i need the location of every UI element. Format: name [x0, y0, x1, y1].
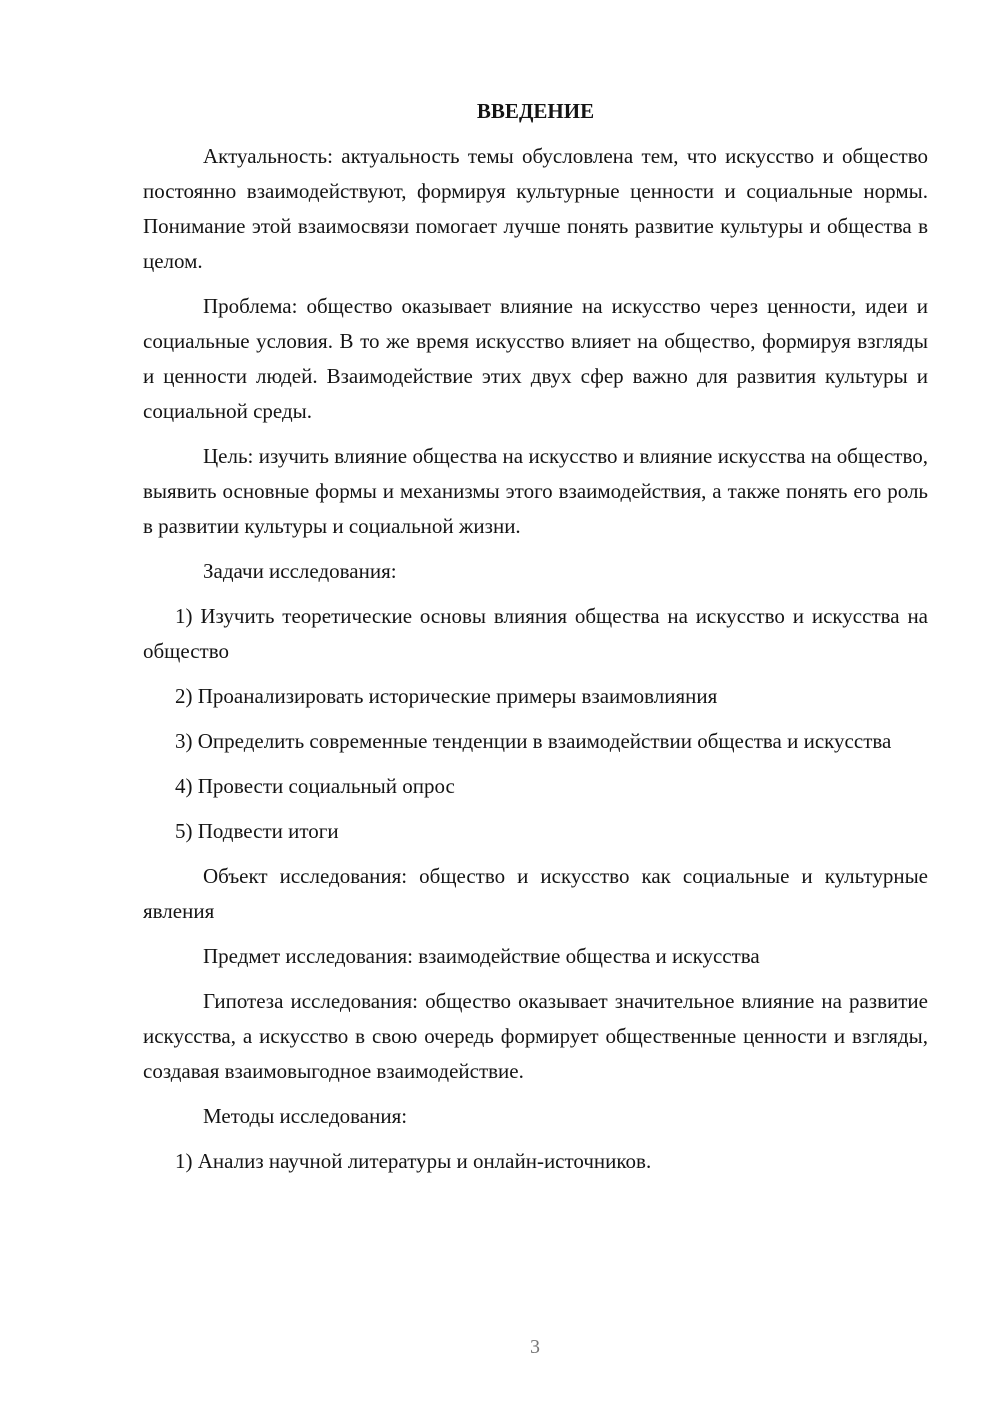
page-number: 3 — [530, 1336, 540, 1358]
object-paragraph: Объект исследования: общество и искусство как социальные и культурные явления — [143, 864, 928, 923]
problem-paragraph: Проблема: общество оказывает влияние на искусство через ценности, идеи и социальные условия. В то же время искусство влияет на общество, формируя взгляды и ценности людей. Взаимодействие этих двух сфер важно для развития культуры и социальной среды. — [143, 294, 928, 423]
methods-heading: Методы исследования: — [203, 1104, 408, 1128]
page-title: ВВЕДЕНИЕ — [476, 99, 595, 123]
hypothesis-paragraph: Гипотеза исследования: общество оказывает значительное влияние на развитие искусства, а искусство в свою очередь формирует общественные ценности и взгляды, создавая взаимовыгодное взаимодействие. — [143, 989, 928, 1083]
tasks-heading: Задачи исследования: — [203, 559, 397, 583]
task-item-4: 4) Провести социальный опрос — [175, 774, 455, 798]
task-item-3: 3) Определить современные тенденции в взаимодействии общества и искусства — [175, 729, 892, 753]
task-item-5: 5) Подвести итоги — [175, 819, 339, 843]
subject-paragraph: Предмет исследования: взаимодействие общества и искусства — [203, 944, 760, 968]
method-item-1: 1) Анализ научной литературы и онлайн-источников. — [175, 1149, 652, 1173]
goal-paragraph: Цель: изучить влияние общества на искусство и влияние искусства на общество, выявить основные формы и механизмы этого взаимодействия, а также понять его роль в развитии культуры и социальной жизни. — [143, 444, 928, 538]
page-content — [143, 96, 928, 1189]
relevance-paragraph: Актуальность: актуальность темы обусловлена тем, что искусство и общество постоянно взаимодействуют, формируя культурные ценности и социальные нормы. Понимание этой взаимосвязи помогает лучше понять развитие культуры и общества в целом. — [143, 144, 928, 273]
task-item-1: 1) Изучить теоретические основы влияния общества на искусство и искусства на общество — [143, 604, 928, 663]
task-item-2: 2) Проанализировать исторические примеры взаимовлияния — [175, 684, 718, 708]
